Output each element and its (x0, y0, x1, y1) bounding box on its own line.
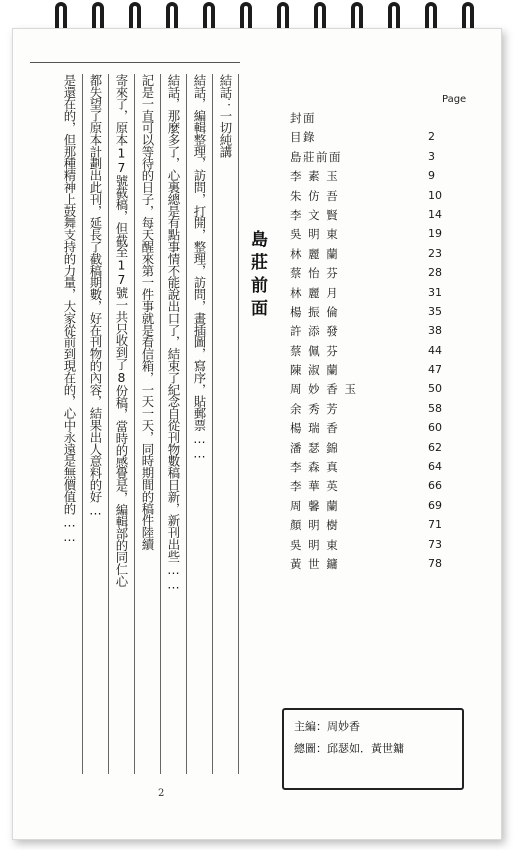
toc-entry (290, 556, 480, 575)
toc-entry-page: 28 (428, 266, 442, 280)
toc-entry-name: 余 秀 芳 (290, 401, 340, 416)
page-number: 2 (158, 788, 165, 799)
toc-entry-page: 14 (428, 207, 442, 221)
toc-entry (290, 498, 480, 517)
table-of-contents (282, 88, 482, 628)
toc-entry-name: 朱 仿 吾 (290, 188, 340, 203)
toc-entry (290, 459, 480, 478)
toc-entry (290, 478, 480, 497)
text-column: 結話：一切純講 (212, 74, 239, 774)
toc-entry-page: 38 (428, 324, 442, 338)
toc-entry-page: 58 (428, 401, 442, 415)
toc-entry-page: 31 (428, 285, 442, 299)
toc-entry-name: 楊 振 倫 (290, 304, 340, 319)
toc-entry-name: 許 添 發 (290, 324, 340, 339)
toc-entry-page: 47 (428, 363, 442, 377)
toc-entry-name: 林 麗 月 (290, 285, 340, 300)
toc-entry-page: 19 (428, 227, 442, 241)
toc-entry (290, 401, 480, 420)
illustrator-credit: 總圖：邱瑟如．黃世鏞 (294, 742, 404, 755)
toc-entry-page: 60 (428, 421, 442, 435)
toc-entry-page: 3 (428, 149, 435, 163)
page-column-header: Page (442, 94, 467, 105)
toc-entry (290, 420, 480, 439)
text-column: 都失望了原本計劃出此刊，延長了截稿期數，好在刊物的內容，結果出人意料的好… (82, 74, 109, 774)
toc-entry (290, 285, 480, 304)
toc-entry-page: 35 (428, 304, 442, 318)
credits-box (282, 708, 464, 790)
toc-entry-name: 李 素 玉 (290, 169, 340, 184)
editor-credit: 主編：周妙香 (294, 720, 360, 733)
toc-entry-name: 顏 明 樹 (290, 518, 340, 533)
toc-entry (290, 323, 480, 342)
toc-entry (290, 207, 480, 226)
text-column: 寄來了，原本17號截稿，但截至17號一共只收到了8份稿，當時的感覺是，編輯部的同仁心 (108, 74, 135, 774)
text-column: 是還在的，但那種精神上鼓舞支持的力量，大家從前到現在的，心中永遠是無價值的…… (56, 74, 83, 774)
left-page (30, 60, 267, 799)
toc-entry-page: 10 (428, 188, 442, 202)
toc-entry-page: 66 (428, 479, 442, 493)
toc-entry-page: 64 (428, 460, 442, 474)
toc-entry (290, 129, 480, 148)
toc-entry-name: 吳 明 東 (290, 537, 340, 552)
toc-entry-page: 2 (428, 130, 435, 144)
toc-entry-name: 蔡 怡 芬 (290, 266, 340, 281)
toc-entry-name: 黃 世 鏞 (290, 556, 340, 571)
toc-entry-name: 周 馨 蘭 (290, 498, 340, 513)
toc-entry (290, 265, 480, 284)
toc-entry (290, 343, 480, 362)
toc-entry-page: 44 (428, 343, 442, 357)
toc-entry-page: 69 (428, 498, 442, 512)
toc-entry-name: 周 妙 香 玉 (290, 382, 358, 397)
toc-entry-name: 島莊前面 (290, 149, 342, 164)
toc-entry-name: 楊 瑞 香 (290, 421, 340, 436)
toc-entry-name: 封面 (290, 111, 316, 125)
toc-entry-name: 李 文 賢 (290, 207, 340, 222)
toc-entry-page: 62 (428, 440, 442, 454)
section-title: 島莊前面 (247, 230, 267, 322)
toc-entry (290, 537, 480, 556)
toc-entry-name: 蔡 佩 芬 (290, 343, 340, 358)
toc-entry (290, 110, 480, 129)
toc-entry-name: 李 華 英 (290, 479, 340, 494)
toc-entry (290, 381, 480, 400)
toc-entry (290, 188, 480, 207)
toc-entry-page: 50 (428, 382, 442, 396)
toc-entry-name: 林 麗 蘭 (290, 246, 340, 261)
toc-entry (290, 226, 480, 245)
toc-entry (290, 168, 480, 187)
toc-entry-page: 23 (428, 246, 442, 260)
toc-entry-name: 陳 淑 蘭 (290, 363, 340, 378)
toc-entry-name: 吳 明 東 (290, 227, 340, 242)
toc-entry (290, 149, 480, 168)
toc-entry-page: 78 (428, 556, 442, 570)
toc-entry-name: 潘 瑟 錦 (290, 440, 340, 455)
toc-entry (290, 517, 480, 536)
toc-entry-page: 73 (428, 537, 442, 551)
toc-entry (290, 246, 480, 265)
toc-entry (290, 304, 480, 323)
text-column: 記是一直可以等待的日子，每天醒來第一件事就是看信箱，一天一天，同時期間的稿件陸續 (134, 74, 161, 774)
toc-entry-page: 71 (428, 518, 442, 532)
toc-entry-name: 目錄 (290, 130, 316, 145)
toc-entry-page: 9 (428, 169, 435, 183)
toc-entry (290, 440, 480, 459)
text-column: 結話，那麼多了，心裏總是有點事情不能說出口了，結束了紀念自從刊物數稿日新，新刊出些…… (160, 74, 187, 774)
text-column: 結話，編輯整理，訪問，打開，整理，訪問，畫插圖，寫序，貼郵票…… (186, 74, 213, 774)
toc-entry (290, 362, 480, 381)
toc-list (290, 110, 480, 575)
toc-entry-name: 李 森 真 (290, 460, 340, 475)
